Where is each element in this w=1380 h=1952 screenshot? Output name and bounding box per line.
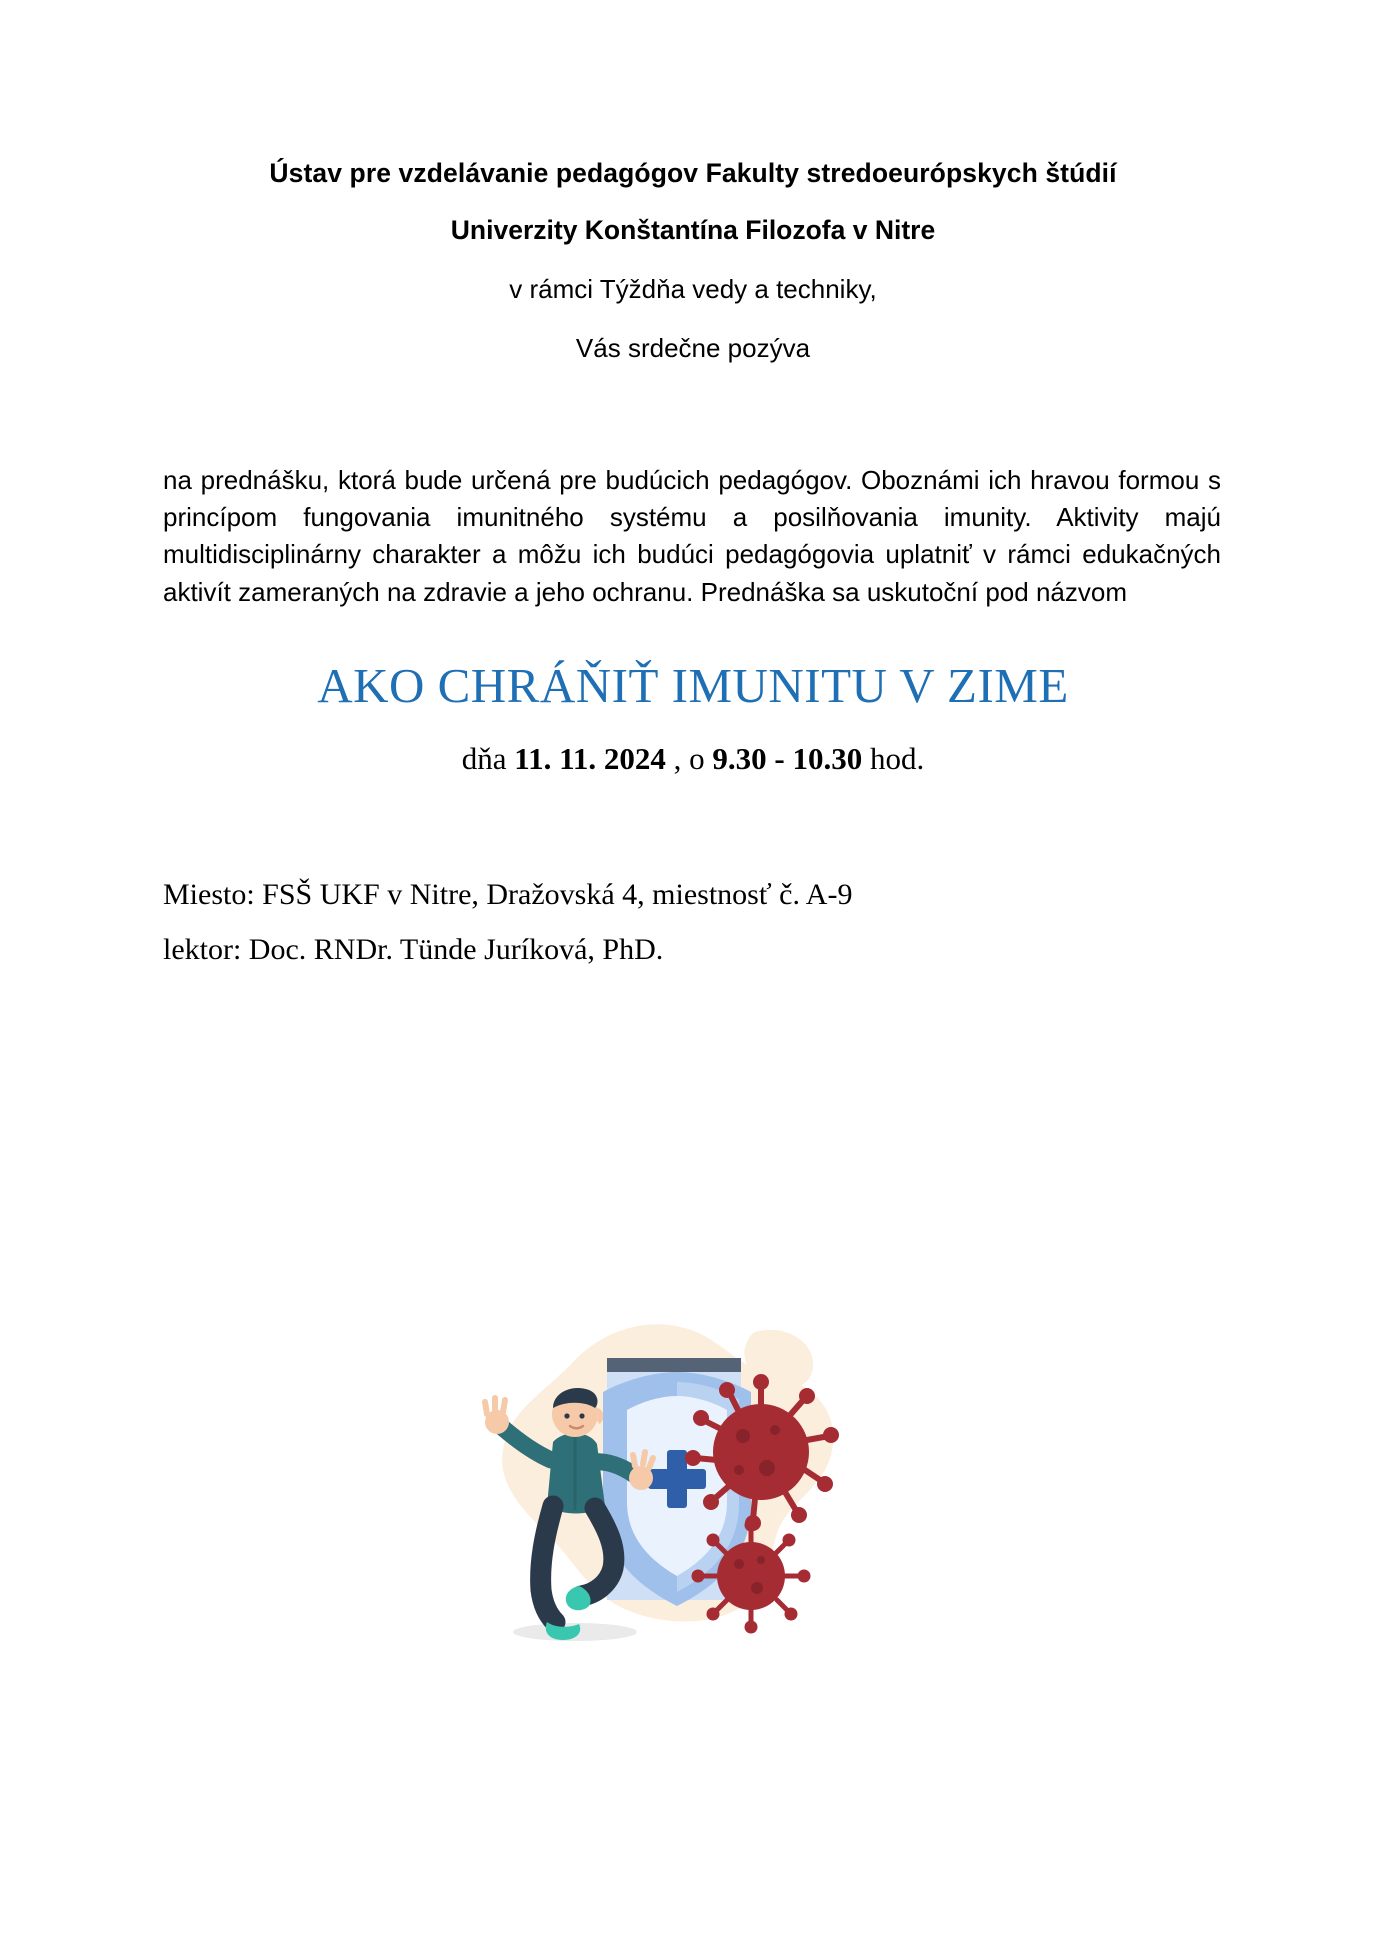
lecture-date: 11. 11. 2024 bbox=[514, 740, 666, 776]
lecture-time: 9.30 - 10.30 bbox=[712, 740, 863, 776]
institution-line-2: Univerzity Konštantína Filozofa v Nitre bbox=[450, 214, 936, 245]
invitation-line: Vás srdečne pozýva bbox=[575, 333, 811, 363]
virus-small-icon bbox=[692, 1519, 811, 1634]
date-prefix: dňa bbox=[461, 740, 507, 776]
lecture-lecturer: lektor: Doc. RNDr. Tünde Juríková, PhD. bbox=[163, 932, 664, 966]
illustration-svg bbox=[455, 1310, 885, 1660]
lecture-place: Miesto: FSŠ UKF v Nitre, Dražovská 4, miestnosť č. A-9 bbox=[163, 877, 853, 911]
document-content bbox=[163, 160, 1223, 982]
lecture-details bbox=[163, 872, 1223, 972]
time-suffix: hod. bbox=[869, 740, 925, 776]
body-paragraph: na prednášku, ktorá bude určená pre budúcich pedagógov. Oboznámi ich hravou formou s princípom fungovania imunitného systému a posilňovania imunity. Aktivity majú multidisciplinárny charakter a môžu ich budúci pedagógovia uplatniť v rámci edukačných aktivít zameraných na zdravie a jeho ochranu. Prednáška sa uskutoční pod názvom bbox=[163, 465, 1221, 607]
immunity-shield-illustration bbox=[455, 1310, 885, 1660]
time-prefix: , o bbox=[673, 740, 705, 776]
lecture-dateline bbox=[163, 740, 1223, 777]
lecture-title: AKO CHRÁŇIŤ IMUNITU V ZIME bbox=[317, 657, 1069, 713]
event-context-line: v rámci Týždňa vedy a techniky, bbox=[509, 274, 877, 304]
institution-line-1: Ústav pre vzdelávanie pedagógov Fakulty stredoeurópskych štúdií bbox=[269, 158, 1117, 188]
